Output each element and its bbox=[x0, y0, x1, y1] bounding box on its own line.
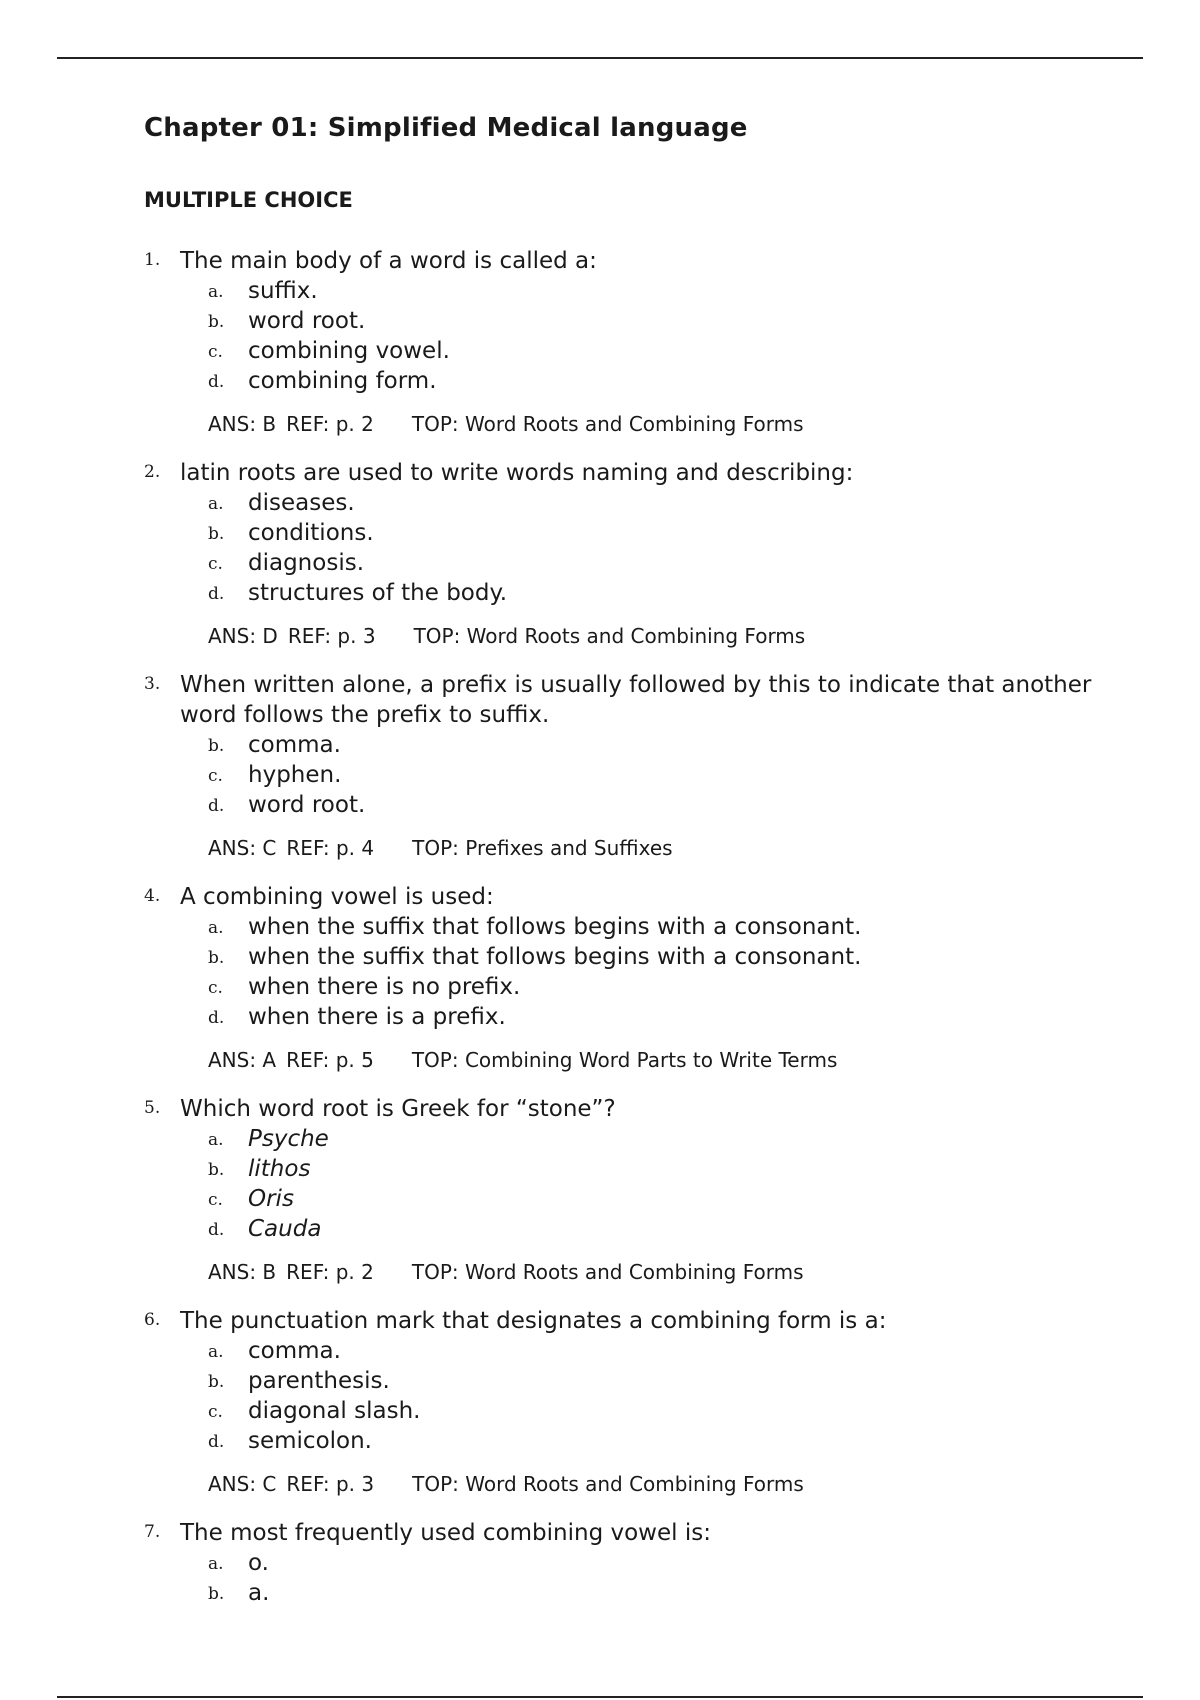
answer-option bbox=[208, 1002, 1144, 1032]
answer-key-row bbox=[208, 410, 1144, 438]
option-letter: a. bbox=[208, 282, 224, 302]
option-letter: d. bbox=[208, 372, 225, 392]
answer-option bbox=[208, 488, 1144, 518]
answer-key: ANS: C bbox=[208, 836, 277, 860]
option-text: conditions. bbox=[248, 520, 374, 546]
page-reference: REF: p. 4 bbox=[286, 836, 375, 860]
answer-option bbox=[208, 306, 1144, 336]
option-letter: a. bbox=[208, 918, 224, 938]
question-number: 4. bbox=[144, 886, 161, 906]
option-letter: b. bbox=[208, 1372, 225, 1392]
option-letter: b. bbox=[208, 312, 225, 332]
answer-options bbox=[208, 1548, 1144, 1608]
option-text: comma. bbox=[248, 732, 341, 758]
option-text: diagonal slash. bbox=[248, 1398, 421, 1424]
question-number: 6. bbox=[144, 1310, 161, 1330]
option-text: o. bbox=[248, 1550, 269, 1576]
option-letter: c. bbox=[208, 1402, 223, 1422]
answer-option bbox=[208, 578, 1144, 608]
question-list bbox=[144, 246, 1144, 1628]
question-text: When written alone, a prefix is usually followed by this to indicate that another word follows the prefix to suffix. bbox=[180, 672, 1092, 728]
page-reference: REF: p. 2 bbox=[286, 1260, 374, 1284]
question-item bbox=[144, 246, 1144, 438]
question-text: latin roots are used to write words naming and describing: bbox=[180, 460, 854, 486]
answer-option bbox=[208, 1124, 1144, 1154]
question-item bbox=[144, 1094, 1144, 1286]
answer-option bbox=[208, 942, 1144, 972]
option-text: when the suffix that follows begins with a consonant. bbox=[248, 914, 862, 940]
answer-option bbox=[208, 1366, 1144, 1396]
topic-reference: TOP: Word Roots and Combining Forms bbox=[412, 1472, 804, 1496]
page-reference: REF: p. 3 bbox=[287, 624, 376, 648]
question-text: The punctuation mark that designates a combining form is a: bbox=[180, 1308, 887, 1334]
answer-options bbox=[208, 276, 1144, 396]
answer-key-row bbox=[208, 622, 1144, 650]
answer-key: ANS: B bbox=[208, 412, 277, 436]
top-divider bbox=[57, 57, 1143, 59]
option-letter: c. bbox=[208, 554, 223, 574]
option-letter: c. bbox=[208, 342, 223, 362]
option-letter: a. bbox=[208, 1130, 224, 1150]
answer-options bbox=[208, 730, 1144, 820]
answer-option bbox=[208, 276, 1144, 306]
page-reference: REF: p. 3 bbox=[286, 1472, 375, 1496]
answer-key: ANS: B bbox=[208, 1260, 277, 1284]
answer-options bbox=[208, 912, 1144, 1032]
option-letter: c. bbox=[208, 978, 223, 998]
option-text: Cauda bbox=[248, 1216, 322, 1242]
question-text: A combining vowel is used: bbox=[180, 884, 494, 910]
option-letter: b. bbox=[208, 948, 225, 968]
option-text: word root. bbox=[248, 792, 366, 818]
answer-key-row bbox=[208, 1470, 1144, 1498]
question-item bbox=[144, 1306, 1144, 1498]
question-number: 2. bbox=[144, 462, 161, 482]
answer-option bbox=[208, 518, 1144, 548]
question-item bbox=[144, 458, 1144, 650]
topic-reference: TOP: Word Roots and Combining Forms bbox=[411, 412, 804, 436]
question-item bbox=[144, 1518, 1144, 1608]
answer-option bbox=[208, 1214, 1144, 1244]
option-text: word root. bbox=[248, 308, 366, 334]
option-letter: d. bbox=[208, 1432, 225, 1452]
answer-option bbox=[208, 1184, 1144, 1214]
answer-option bbox=[208, 760, 1144, 790]
answer-option bbox=[208, 1426, 1144, 1456]
answer-option bbox=[208, 912, 1144, 942]
answer-option bbox=[208, 1548, 1144, 1578]
answer-key-row bbox=[208, 1046, 1144, 1074]
answer-option bbox=[208, 1578, 1144, 1608]
option-text: semicolon. bbox=[248, 1428, 372, 1454]
option-text: Oris bbox=[248, 1186, 294, 1212]
answer-key: ANS: D bbox=[208, 624, 278, 648]
bottom-divider bbox=[57, 1696, 1143, 1698]
option-letter: a. bbox=[208, 1554, 224, 1574]
option-letter: d. bbox=[208, 1220, 225, 1240]
answer-key: ANS: A bbox=[208, 1048, 277, 1072]
option-letter: c. bbox=[208, 1190, 223, 1210]
page-reference: REF: p. 5 bbox=[286, 1048, 374, 1072]
answer-key-row bbox=[208, 834, 1144, 862]
option-text: hyphen. bbox=[248, 762, 342, 788]
answer-options bbox=[208, 488, 1144, 608]
answer-option bbox=[208, 548, 1144, 578]
topic-reference: TOP: Word Roots and Combining Forms bbox=[413, 624, 806, 648]
question-item bbox=[144, 882, 1144, 1074]
option-text: structures of the body. bbox=[248, 580, 508, 606]
option-text: suffix. bbox=[248, 278, 318, 304]
option-text: a. bbox=[248, 1580, 270, 1606]
option-letter: b. bbox=[208, 1584, 225, 1604]
page-reference: REF: p. 2 bbox=[286, 412, 374, 436]
option-text: lithos bbox=[248, 1156, 311, 1182]
option-letter: c. bbox=[208, 766, 223, 786]
option-letter: d. bbox=[208, 584, 225, 604]
option-letter: d. bbox=[208, 796, 225, 816]
question-text: The most frequently used combining vowel is: bbox=[180, 1520, 711, 1546]
option-letter: d. bbox=[208, 1008, 225, 1028]
option-letter: b. bbox=[208, 736, 225, 756]
option-letter: b. bbox=[208, 1160, 225, 1180]
answer-option bbox=[208, 336, 1144, 366]
question-item bbox=[144, 670, 1144, 862]
question-number: 5. bbox=[144, 1098, 161, 1118]
answer-key-row bbox=[208, 1258, 1144, 1286]
option-text: combining form. bbox=[248, 368, 437, 394]
answer-option bbox=[208, 366, 1144, 396]
answer-options bbox=[208, 1124, 1144, 1244]
option-text: diagnosis. bbox=[248, 550, 364, 576]
option-text: when the suffix that follows begins with a consonant. bbox=[248, 944, 862, 970]
answer-options bbox=[208, 1336, 1144, 1456]
topic-reference: TOP: Prefixes and Suffixes bbox=[412, 836, 673, 860]
option-letter: b. bbox=[208, 524, 225, 544]
answer-option bbox=[208, 790, 1144, 820]
answer-option bbox=[208, 1154, 1144, 1184]
question-text: Which word root is Greek for “stone”? bbox=[180, 1096, 616, 1122]
answer-key: ANS: C bbox=[208, 1472, 277, 1496]
question-number: 3. bbox=[144, 674, 161, 694]
section-title: MULTIPLE CHOICE bbox=[144, 188, 353, 212]
topic-reference: TOP: Combining Word Parts to Write Terms bbox=[411, 1048, 838, 1072]
option-text: combining vowel. bbox=[248, 338, 450, 364]
option-text: Psyche bbox=[248, 1126, 329, 1152]
topic-reference: TOP: Word Roots and Combining Forms bbox=[411, 1260, 804, 1284]
option-letter: a. bbox=[208, 494, 224, 514]
option-text: diseases. bbox=[248, 490, 355, 516]
answer-option bbox=[208, 1336, 1144, 1366]
question-number: 7. bbox=[144, 1522, 161, 1542]
option-text: comma. bbox=[248, 1338, 341, 1364]
option-letter: a. bbox=[208, 1342, 224, 1362]
chapter-title: Chapter 01: Simplified Medical language bbox=[144, 113, 748, 143]
option-text: when there is a prefix. bbox=[248, 1004, 506, 1030]
answer-option bbox=[208, 730, 1144, 760]
option-text: when there is no prefix. bbox=[248, 974, 521, 1000]
answer-option bbox=[208, 1396, 1144, 1426]
question-text: The main body of a word is called a: bbox=[180, 248, 597, 274]
answer-option bbox=[208, 972, 1144, 1002]
question-number: 1. bbox=[144, 250, 161, 270]
option-text: parenthesis. bbox=[248, 1368, 390, 1394]
